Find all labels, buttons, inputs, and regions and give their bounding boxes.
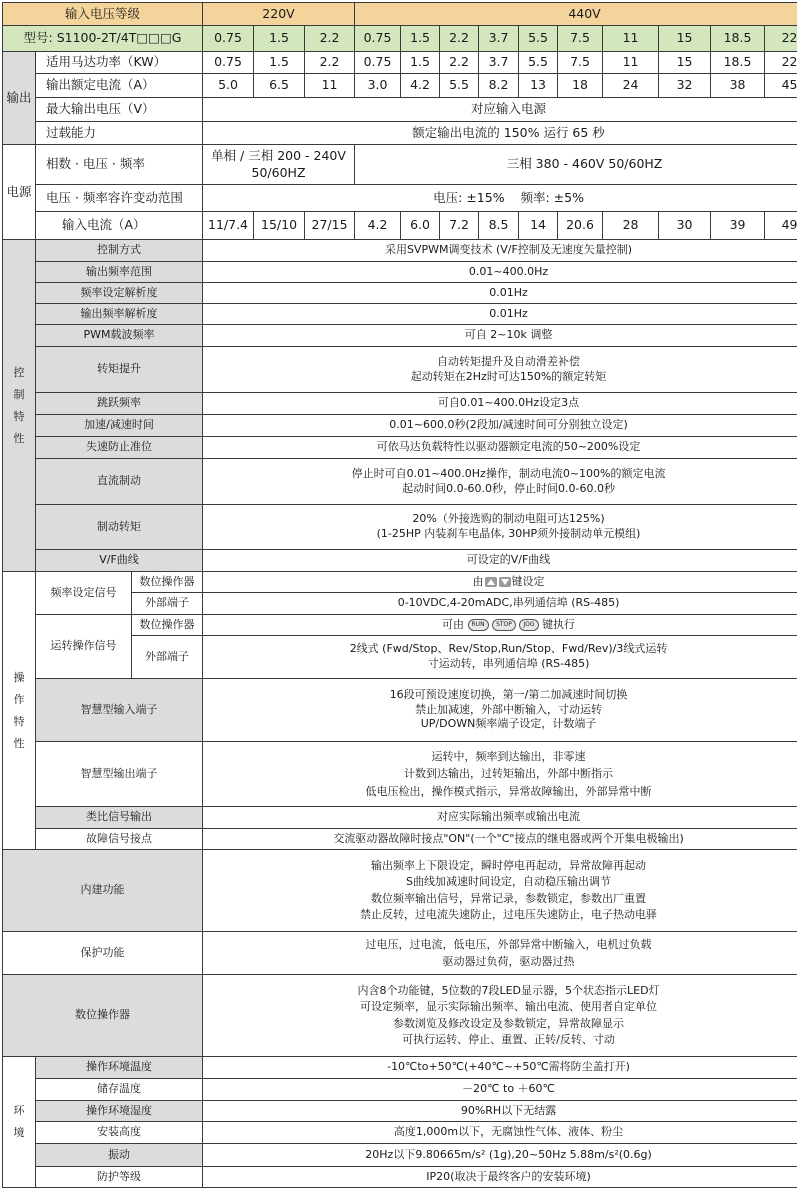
model-cell: 2.2 [305,26,355,52]
keypad-line: 参数浏览及修改设定及参数锁定，异常故障显示 [393,1016,625,1030]
digital-op-label: 数位操作器 [132,615,203,636]
smart-input-line: 16段可预设速度切换，第一/第二加减速时间切换 [389,687,628,701]
overload-value: 额定输出电流的 150% 运行 65 秒 [203,122,797,145]
builtin-label: 内建功能 [3,850,203,932]
env-value: -10℃to+50℃(+40℃~+50℃需将防尘盖打开) [203,1057,797,1079]
builtin-line: 数位频率输出信号，异常记录，参数锁定，参数出厂重置 [371,891,647,905]
max-voltage-row [3,98,797,122]
input-cell: 7.2 [440,212,479,240]
current-cell: 13 [519,74,558,98]
protection-line: 过电压，过电流，低电压，外部异常中断输入，电机过负载 [365,937,652,951]
control-value [203,505,797,550]
keypad-line: 可执行运转、停止、重置、正转/反转、寸动 [402,1033,615,1046]
run-external-line: 2线式 (Fwd/Stop、Rev/Stop,Run/Stop、Fwd/Rev)/3线式运转 [349,642,668,656]
fault-contact-row [3,829,797,850]
env-label: 安装高度 [36,1122,203,1144]
env-row [3,1167,797,1188]
phase-220-value: 单相 / 三相 200 - 240V 50/60HZ [203,145,355,185]
control-value-line: (1-25HP 内装刹车电晶体, 30HP须外接制动单元模组) [376,527,641,540]
control-row [3,437,797,459]
smart-input-row [3,679,797,742]
input-cell: 15/10 [254,212,305,240]
freq-external-value: 0-10VDC,4-20mADC,串列通信埠 (RS-485) [203,593,797,615]
power-cell: 1.5 [254,52,305,74]
motor-power-row [3,52,797,74]
tolerance-row [3,185,797,212]
power-cell: 0.75 [203,52,254,74]
env-row [3,1101,797,1122]
smart-output-line: 计数到达输出，过转矩输出，外部中断指示 [404,767,614,781]
control-value [203,240,797,262]
control-label: 输出频率范围 [36,262,203,283]
external-label: 外部端子 [132,593,203,615]
control-value-line: 0.01~400.0Hz [468,264,549,278]
operation-group-text: 操作特性 [13,670,25,750]
voltage-440-header: 440V [355,3,797,26]
power-group-label: 电源 [3,145,36,240]
env-label: 防护等级 [36,1167,203,1188]
control-value-line: 可自0.01~400.0Hz设定3点 [437,396,580,410]
current-cell: 32 [659,74,711,98]
env-group-text: 环境 [13,1104,25,1139]
input-cell: 39 [711,212,765,240]
fault-contact-label: 故障信号接点 [36,829,203,850]
current-cell: 4.2 [401,74,440,98]
run-key-icon: RUN [468,619,489,631]
run-digital-row [3,615,797,636]
power-cell: 15 [659,52,711,74]
control-value [203,304,797,325]
smart-input-label: 智慧型输入端子 [36,679,203,742]
env-label: 操作环境温度 [36,1057,203,1079]
overload-label: 过载能力 [36,122,203,145]
power-cell: 22 [765,52,797,74]
env-value: 90%RH以下无结露 [203,1101,797,1122]
phase-label: 相数 · 电压 · 频率 [36,145,203,185]
analog-output-value: 对应实际输出频率或输出电流 [203,807,797,829]
model-cell: 15 [659,26,711,52]
control-group-label [3,240,36,572]
input-cell: 49 [765,212,797,240]
model-cell: 0.75 [355,26,401,52]
control-group-text: 控制特性 [13,365,25,445]
output-current-label: 输出额定电流（A） [36,74,203,98]
input-cell: 8.5 [479,212,519,240]
smart-output-value [203,742,797,807]
model-cell: 5.5 [519,26,558,52]
env-row [3,1122,797,1144]
control-label: 跳跃频率 [36,393,203,415]
control-value [203,550,797,572]
phase-row [3,145,797,185]
model-cell: 1.5 [254,26,305,52]
smart-input-line: 禁止加减速，外部中断输入，寸动运转 [415,702,603,716]
stop-key-icon: STOP [492,619,516,631]
protection-value [203,932,797,975]
current-cell: 45 [765,74,797,98]
run-signal-label: 运转操作信号 [36,615,132,679]
voltage-class-label: 输入电压等级 [3,3,203,26]
builtin-line: 输出频率上下限设定，瞬时停电再起动，异常故障再起动 [371,858,647,872]
jog-key-icon: JOG [519,619,538,631]
control-value-line: 自动转矩提升及自动滑差补偿 [437,354,581,368]
control-row [3,283,797,304]
operation-group-label [3,572,36,850]
control-value [203,347,797,393]
power-cell: 11 [603,52,659,74]
input-current-label: 输入电流（A） [36,212,203,240]
control-value [203,459,797,505]
control-value-line: 可自 2~10k 调整 [464,328,553,342]
digital-op-label: 数位操作器 [132,572,203,593]
input-cell: 20.6 [558,212,603,240]
env-group-label [3,1057,36,1188]
analog-output-row [3,807,797,829]
run-digital-pre: 可由 [442,617,465,631]
voltage-class-row [3,3,797,26]
power-cell: 0.75 [355,52,401,74]
control-label: PWM载波频率 [36,325,203,347]
control-label: 频率设定解析度 [36,283,203,304]
input-cell: 28 [603,212,659,240]
current-cell: 5.5 [440,74,479,98]
model-cell: 11 [603,26,659,52]
input-cell: 4.2 [355,212,401,240]
control-value-line: 起动时间0.0-60.0秒，停止时间0.0-60.0秒 [402,481,615,495]
env-label: 振动 [36,1144,203,1167]
control-row [3,240,797,262]
power-cell: 7.5 [558,52,603,74]
smart-input-value [203,679,797,742]
model-row [3,26,797,52]
env-value: 20Hz以下9.80665m/s² (1g),20~50Hz 5.88m/s²(0.6g) [203,1144,797,1167]
control-row [3,393,797,415]
run-external-line: 寸运动转，串列通信埠 (RS-485) [427,657,590,670]
keypad-line: 内含8个功能键，5位数的7段LED显示器，5个状态指示LED灯 [357,983,660,997]
fault-contact-value: 交流驱动器故障时接点"ON"(一个"C"接点的继电器或两个开集电极输出) [203,829,797,850]
control-value-line: 可设定的V/F曲线 [466,553,551,567]
max-voltage-label: 最大输出电压（V） [36,98,203,122]
control-row [3,304,797,325]
freq-signal-label: 频率设定信号 [36,572,132,615]
input-cell: 11/7.4 [203,212,254,240]
builtin-row [3,850,797,932]
control-label: V/F曲线 [36,550,203,572]
max-voltage-value: 对应输入电源 [203,98,797,122]
power-cell: 2.2 [440,52,479,74]
env-row [3,1079,797,1101]
control-label: 加速/减速时间 [36,415,203,437]
builtin-value [203,850,797,932]
control-label: 直流制动 [36,459,203,505]
env-label: 储存温度 [36,1079,203,1101]
model-cell: 3.7 [479,26,519,52]
env-value: IP20(取决于最终客户的安装环境) [203,1167,797,1188]
control-value [203,437,797,459]
control-value-line: 0.01Hz [489,285,528,299]
keypad-label: 数位操作器 [3,975,203,1057]
control-label: 输出频率解析度 [36,304,203,325]
protection-label: 保护功能 [3,932,203,975]
current-cell: 5.0 [203,74,254,98]
phase-440-value: 三相 380 - 460V 50/60HZ [355,145,797,185]
power-cell: 18.5 [711,52,765,74]
tolerance-value: 电压: ±15% 频率: ±5% [203,185,797,212]
model-cell: 7.5 [558,26,603,52]
run-digital-value [203,615,797,636]
model-cell: 0.75 [203,26,254,52]
voltage-220-header: 220V [203,3,355,26]
control-label: 制动转矩 [36,505,203,550]
model-cell: 22 [765,26,797,52]
control-row [3,505,797,550]
freq-digital-row [3,572,797,593]
model-cell: 18.5 [711,26,765,52]
freq-digital-post: 键设定 [511,574,545,588]
env-value: 高度1,000m以下，无腐蚀性气体、液体、粉尘 [203,1122,797,1144]
spec-table [2,2,797,1188]
smart-output-label: 智慧型输出端子 [36,742,203,807]
env-row [3,1144,797,1167]
control-value-line: 采用SVPWM调变技术 (V/F控制及无速度矢量控制) [384,243,633,257]
current-cell: 11 [305,74,355,98]
keypad-line: 可设定频率，显示实际输出频率、输出电流、使用者自定单位 [360,1000,658,1013]
external-label: 外部端子 [132,636,203,679]
control-value [203,283,797,304]
model-cell: 2.2 [440,26,479,52]
control-label: 控制方式 [36,240,203,262]
power-cell: 1.5 [401,52,440,74]
protection-row [3,932,797,975]
run-external-value [203,636,797,679]
control-value-line: 起动转矩在2Hz时可达150%的额定转矩 [410,369,607,383]
output-current-row [3,74,797,98]
control-row [3,325,797,347]
env-value: －20℃ to ＋60℃ [203,1079,797,1101]
current-cell: 3.0 [355,74,401,98]
control-value-line: 0.01Hz [489,306,528,320]
protection-line: 驱动器过负荷，驱动器过热 [442,955,575,968]
input-cell: 27/15 [305,212,355,240]
power-cell: 5.5 [519,52,558,74]
power-cell: 3.7 [479,52,519,74]
output-group-label: 输出 [3,52,36,145]
env-label: 操作环境湿度 [36,1101,203,1122]
smart-input-line: UP/DOWN频率端子设定，计数端子 [420,717,597,731]
input-cell: 14 [519,212,558,240]
freq-digital-pre: 由 [472,574,484,588]
smart-output-line: 运转中，频率到达输出，非零速 [431,749,586,763]
input-cell: 6.0 [401,212,440,240]
smart-output-line: 低电压检出，操作模式指示，异常故障输出，外部异常中断 [365,784,652,798]
control-label: 转矩提升 [36,347,203,393]
input-current-row [3,212,797,240]
current-cell: 6.5 [254,74,305,98]
control-row [3,415,797,437]
control-value [203,325,797,347]
control-value-line: 20%（外接选购的制动电阻可达125%) [412,512,605,526]
control-label: 失速防止准位 [36,437,203,459]
keypad-value [203,975,797,1057]
current-cell: 18 [558,74,603,98]
triangle-down-icon [499,577,511,587]
control-row [3,459,797,505]
builtin-line: 禁止反转，过电流失速防止，过电压失速防止，电子热动电驿 [360,908,658,921]
control-row [3,550,797,572]
control-row [3,347,797,393]
control-value [203,415,797,437]
model-cell: 1.5 [401,26,440,52]
freq-digital-value [203,572,797,593]
current-cell: 38 [711,74,765,98]
smart-output-row [3,742,797,807]
triangle-up-icon [485,577,497,587]
power-cell: 2.2 [305,52,355,74]
env-row [3,1057,797,1079]
control-value [203,393,797,415]
control-value-line: 可依马达负载特性以驱动器额定电流的50~200%设定 [376,440,641,454]
motor-power-label: 适用马达功率（KW） [36,52,203,74]
control-value-line: 0.01~600.0秒(2段加/减速时间可分别独立设定) [389,418,628,432]
keypad-row [3,975,797,1057]
overload-row [3,122,797,145]
current-cell: 8.2 [479,74,519,98]
control-row [3,262,797,283]
model-label: 型号: S1100-2T/4T□□□G [3,26,203,52]
analog-output-label: 类比信号输出 [36,807,203,829]
control-value-line: 停止时可自0.01~400.0Hz操作，制动电流0~100%的额定电流 [351,466,666,480]
tolerance-label: 电压 · 频率容许变动范围 [36,185,203,212]
control-value [203,262,797,283]
builtin-line: S曲线加减速时间设定，自动稳压输出调节 [406,875,612,888]
input-cell: 30 [659,212,711,240]
current-cell: 24 [603,74,659,98]
run-digital-post: 键执行 [542,617,576,631]
